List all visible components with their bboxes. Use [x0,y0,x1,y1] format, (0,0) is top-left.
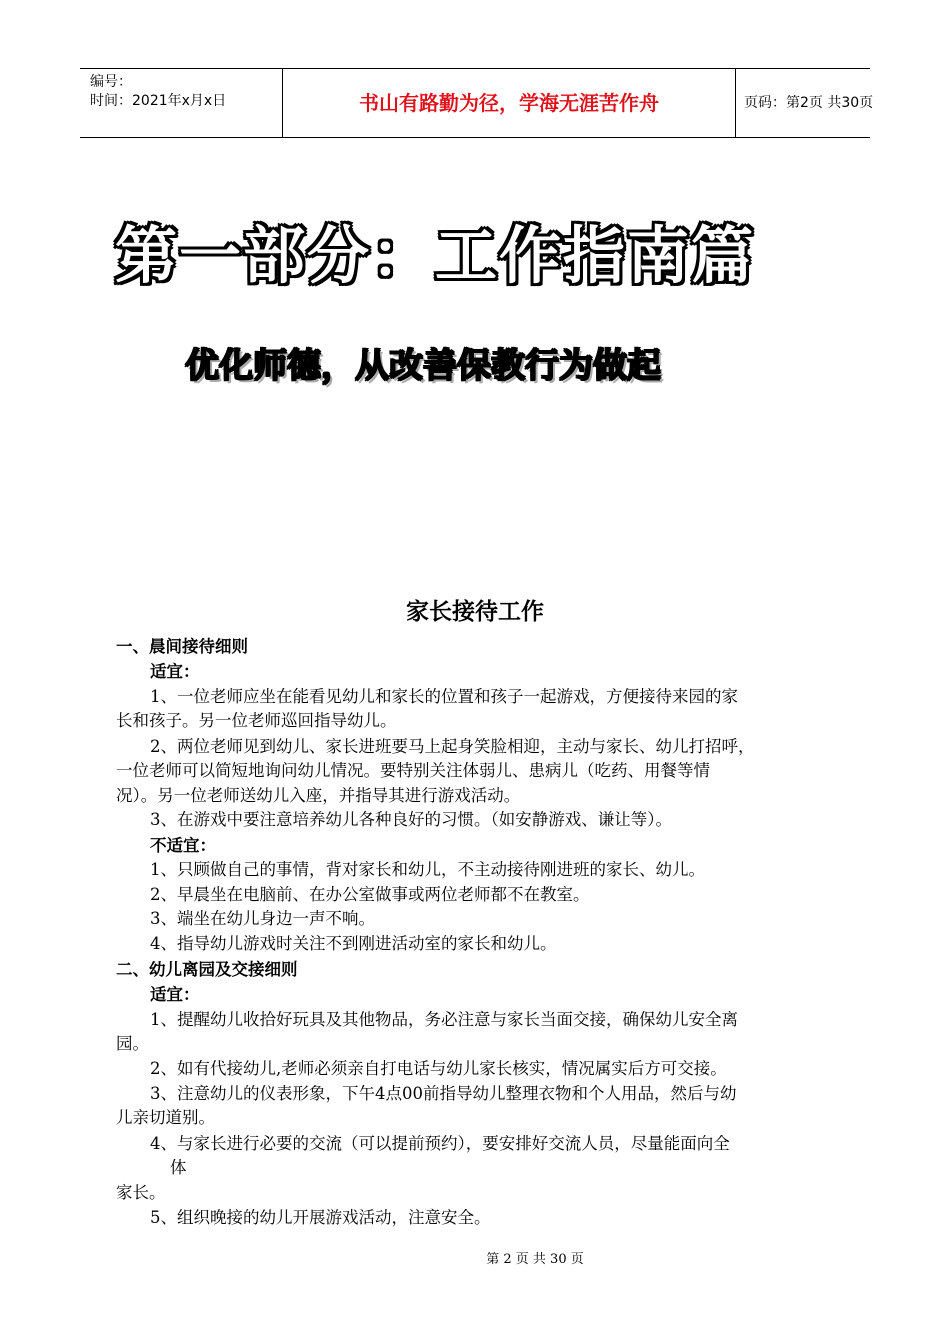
paragraph-line: 1、一位老师应坐在能看见幼儿和家长的位置和孩子一起游戏，方便接待来园的家 [150,687,738,706]
paragraph-line: 4、指导幼儿游戏时关注不到刚进活动室的家长和幼儿。 [150,934,557,953]
paragraph-line: 5、组织晚接的幼儿开展游戏活动，注意安全。 [150,1208,491,1227]
paragraph-line: 况）。另一位老师送幼儿入座，并指导其进行游戏活动。 [116,786,521,805]
header-page-info: 页码：第2页 共30页 [744,95,874,111]
paragraph-line: 3、注意幼儿的仪表形象，下午4点00前指导幼儿整理衣物和个人用品，然后与幼 [150,1084,737,1103]
paragraph-line: 体 [170,1158,187,1177]
paragraph-line: 园。 [116,1034,149,1053]
heading-departure: 二、幼儿离园及交接细则 [116,960,298,979]
date-label: 时间：2021年x月x日 [90,93,227,109]
paragraph-line: 家长。 [116,1183,166,1202]
header-meta [80,69,282,137]
paragraph-line: 长和孩子。另一位老师巡回指导幼儿。 [116,711,397,730]
paragraph-line: 2、早晨坐在电脑前、在办公室做事或两位老师都不在教室。 [150,885,590,904]
paragraph-line: 1、提醒幼儿收拾好玩具及其他物品，务必注意与家长当面交接，确保幼儿安全离 [150,1010,738,1029]
header-motto: 书山有路勤为径，学海无涯苦作舟 [282,69,736,137]
page-header [80,68,874,138]
section-title: 家长接待工作 [406,599,544,625]
paragraph-line: 2、两位老师见到幼儿、家长进班要马上起身笑脸相迎，主动与家长、幼儿打招呼， [150,737,755,756]
part-subtitle: 优化师德，从改善保教行为做起 [185,346,661,386]
label-suitable: 适宜： [150,662,200,681]
paragraph-line: 一位老师可以简短地询问幼儿情况。要特别关注体弱儿、患病儿（吃药、用餐等情 [116,761,710,780]
label-suitable: 适宜： [150,985,200,1004]
paragraph-line: 4、与家长进行必要的交流（可以提前预约），要安排好交流人员，尽量能面向全 [150,1134,730,1153]
paragraph-line: 3、端坐在幼儿身边一声不响。 [150,909,375,928]
number-label: 编号： [90,74,132,90]
paragraph-line: 3、在游戏中要注意培养幼儿各种良好的习惯。（如安静游戏、谦让等）。 [150,810,672,829]
paragraph-line: 1、只顾做自己的事情，背对家长和幼儿，不主动接待刚进班的家长、幼儿。 [150,860,705,879]
paragraph-line: 儿亲切道别。 [116,1108,215,1127]
page-footer: 第 2 页 共 30 页 [486,1252,584,1267]
heading-morning: 一、晨间接待细则 [116,637,248,656]
label-unsuitable: 不适宜： [150,836,216,855]
part-title: 第一部分：工作指南篇 [115,219,756,292]
paragraph-line: 2、如有代接幼儿,老师必须亲自打电话与幼儿家长核实，情况属实后方可交接。 [150,1059,727,1078]
